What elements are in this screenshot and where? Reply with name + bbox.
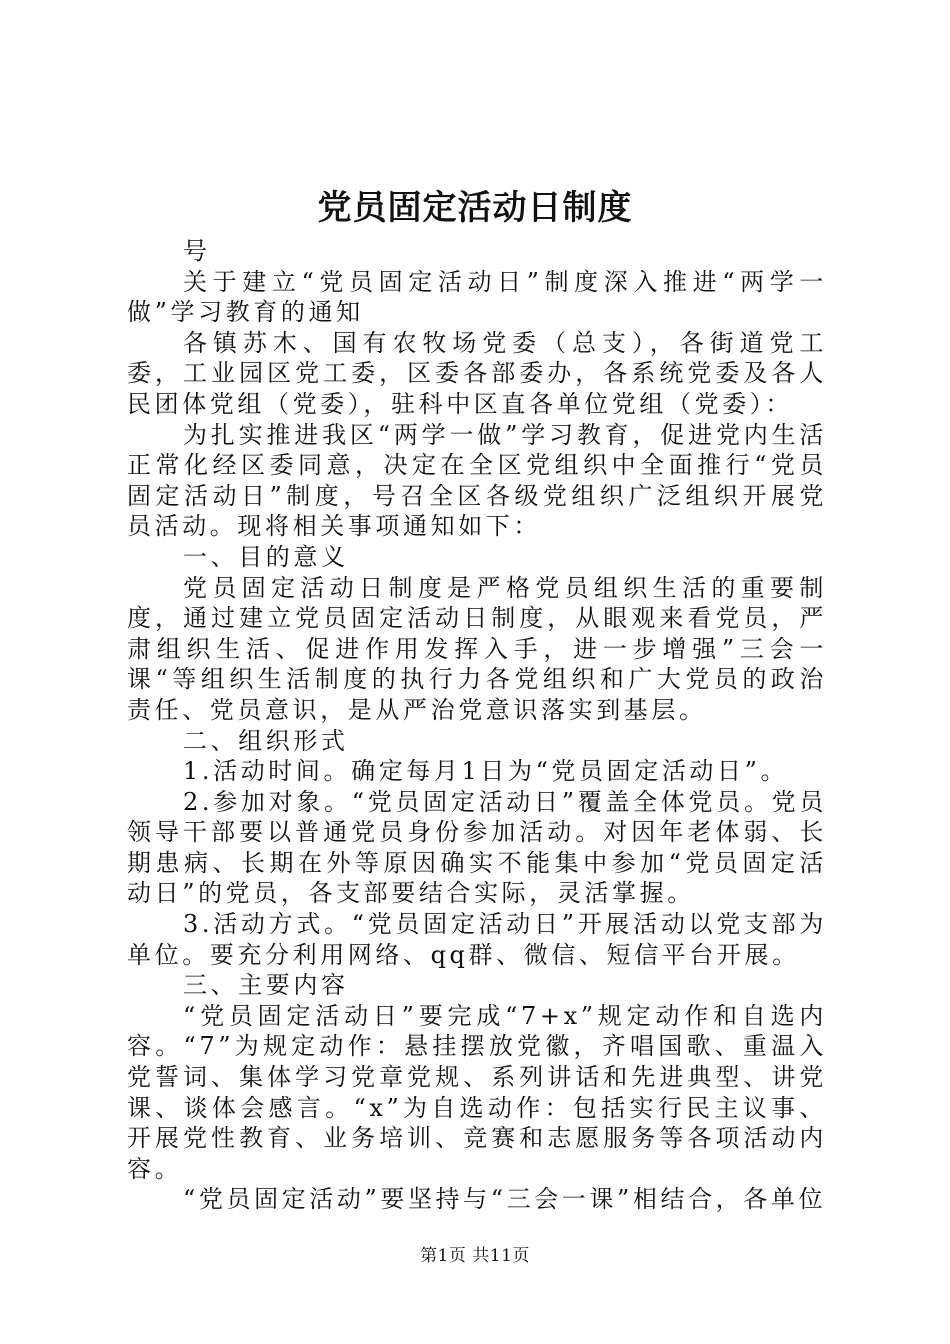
paragraph-activity-method: 3.活动方式。“党员固定活动日”开展活动以党支部为单位。要充分利用网络、qq群、微信、短信平台开展。 xyxy=(127,910,827,969)
paragraph-activity-time: 1.活动时间。确定每月1日为“党员固定活动日”。 xyxy=(183,757,789,786)
paragraph-notice-title: 关于建立“党员固定活动日”制度深入推进“两学一做”学习教育的通知 xyxy=(127,267,827,327)
section-heading-purpose: 一、目的意义 xyxy=(183,542,349,571)
page-footer: 第1页 共11页 xyxy=(420,1246,530,1266)
paragraph-number: 号 xyxy=(183,237,211,265)
paragraph-participants: 2.参加对象。“党员固定活动日”覆盖全体党员。党员领导干部要以普通党员身份参加活动。对因年老体弱、长期患病、长期在外等原因确实不能集中参加“党员固定活动日”的党员，各支部要结合实际，灵活掌握。 xyxy=(127,787,827,908)
paragraph-intro: 为扎实推进我区“两学一做”学习教育，促进党内生活正常化经区委同意，决定在全区党组织中全面推行“党员固定活动日”制度，号召全区各级党组织广泛组织开展党员活动。现将相关事项通知如下： xyxy=(127,420,827,541)
paragraph-purpose: 党员固定活动日制度是严格党员组织生活的重要制度，通过建立党员固定活动日制度，从眼观来看党员，严肃组织生活、促进作用发挥入手，进一步增强”三会一课“等组织生活制度的执行力各党组织和广大党员的政治责任、党员意识，是从严治党意识落实到基层。 xyxy=(127,573,827,724)
document-body xyxy=(127,236,827,1215)
section-heading-content: 三、主要内容 xyxy=(183,971,349,1000)
document-title: 党员固定活动日制度 xyxy=(317,188,633,228)
paragraph-recipients: 各镇苏木、国有农牧场党委（总支），各街道党工委，工业园区党工委，区委各部委办，各系统党委及各人民团体党组（党委），驻科中区直各单位党组（党委）： xyxy=(127,328,827,418)
paragraph-combination: “党员固定活动”要坚持与“三会一课”相结合，各单位 xyxy=(183,1185,827,1214)
paragraph-content: “党员固定活动日”要完成“7+x”规定动作和自选内容。“7”为规定动作：悬挂摆放党徽，齐唱国歌、重温入党誓词、集体学习党章党规、系列讲话和先进典型、讲党课、谈体会感言。“x”为自选动作：包括实行民主议事、开展党性教育、业务培训、竞赛和志愿服务等各项活动内容。 xyxy=(127,1001,827,1183)
section-heading-organization: 二、组织形式 xyxy=(183,726,349,755)
